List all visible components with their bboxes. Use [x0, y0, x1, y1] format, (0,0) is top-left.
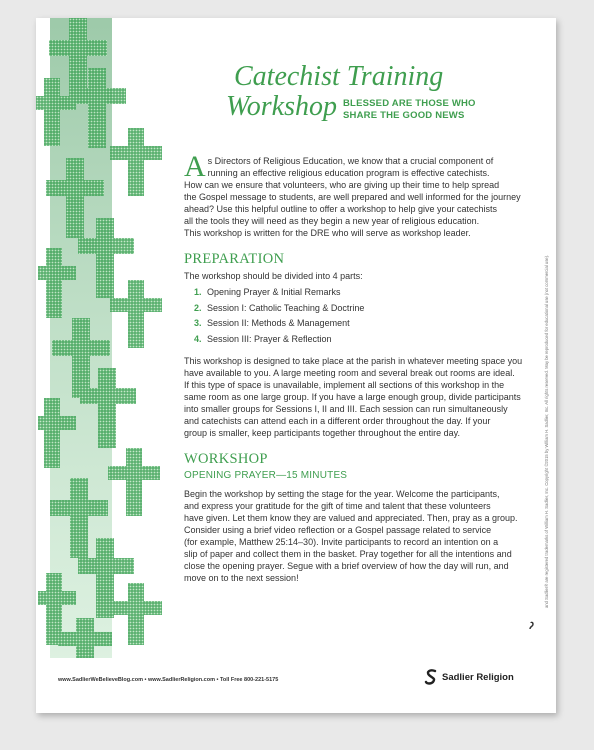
- list-text: Session II: Methods & Management: [207, 318, 350, 328]
- body-line: have given. Let them know they are valued and appreciated. Then, pray as a group.: [184, 512, 518, 523]
- tagline: [343, 98, 476, 122]
- intro-line: the Gospel message to students, are well prepared and well informed for the journey: [184, 192, 521, 202]
- parts-list: [194, 286, 519, 345]
- list-text: Opening Prayer & Initial Remarks: [207, 287, 341, 297]
- main-content: [184, 150, 523, 584]
- body-line: have available to you. A large meeting room and several break out rooms are ideal.: [184, 367, 515, 378]
- opening-prayer-subheading: OPENING PRAYER—15 MINUTES: [184, 469, 348, 481]
- copyright-text: and Sadlier® are registered trademarks of William H. Sadlier, Inc. Copyright ©2015 by William H. Sadlier, Inc. All rights reserved. May be reproduced for educational use (not commercial use).: [544, 254, 549, 608]
- sadlier-logo-icon: [424, 669, 438, 685]
- body-line: same room as one large group. If you have a large enough group, divide participants: [184, 391, 521, 402]
- intro-line: ahead? Use this helpful outline to offer a workshop to help give your catechists: [184, 204, 498, 214]
- intro-paragraph: [184, 150, 521, 239]
- list-item: [194, 317, 519, 329]
- list-item: [194, 333, 519, 345]
- preparation-body: [184, 355, 523, 439]
- body-line: (for example, Matthew 25:14–30). Invite participants to record an intention on a: [184, 536, 499, 547]
- list-number: 2.: [194, 302, 202, 313]
- body-line: This workshop is designed to take place at the parish in whatever meeting space you: [184, 355, 523, 366]
- intro-line: running an effective religious education program is effective catechists.: [207, 168, 490, 178]
- list-number: 4.: [194, 333, 202, 344]
- list-text: Session I: Catholic Teaching & Doctrine: [207, 302, 365, 313]
- body-line: close the opening prayer. Segue with a brief overview of how the day will run, and: [184, 560, 509, 571]
- footer-contact: www.SadlierWeBelieveBlog.com • www.SadlierReligion.com • Toll Free 800-221-5175: [58, 677, 279, 683]
- list-number: 1.: [194, 287, 202, 297]
- tagline-line-1: BLESSED ARE THOSE WHO: [343, 98, 476, 109]
- workshop-body: [184, 488, 519, 584]
- body-line: Begin the workshop by setting the stage for the year. Welcome the participants,: [184, 488, 500, 499]
- body-line: move on to the next session!: [184, 572, 299, 583]
- body-line: If this type of space is unavailable, implement all sections of this workshop in the: [184, 379, 505, 390]
- decorative-crosses: [36, 18, 171, 658]
- body-line: group is smaller, keep participants together throughout the entire day.: [184, 427, 460, 438]
- body-line: slip of paper and collect them in the basket. Pray together for all the intentions and: [184, 548, 512, 559]
- preparation-heading: PREPARATION: [184, 251, 285, 267]
- list-text: Session III: Prayer & Reflection: [207, 333, 332, 344]
- worksheet-page: [36, 18, 556, 713]
- body-line: and express your gratitude for the gift of time and talent that these volunteers: [184, 500, 491, 511]
- intro-line: How can we ensure that volunteers, who are giving up their time to help spread: [184, 180, 500, 190]
- list-item: [194, 286, 519, 298]
- preparation-lead: The workshop should be divided into 4 parts:: [184, 271, 363, 281]
- copyright-vertical-note: [536, 254, 549, 608]
- sadlier-small-mark-icon: [528, 621, 538, 631]
- title-line-1: Catechist Training: [234, 61, 444, 92]
- brand-logo: [424, 668, 514, 686]
- workshop-heading: WORKSHOP: [184, 450, 268, 467]
- intro-line: This workshop is written for the DRE who will serve as workshop leader.: [184, 228, 471, 238]
- intro-line: s Directors of Religious Education, we know that a crucial component of: [207, 156, 494, 166]
- list-item: [194, 302, 519, 314]
- title-line-2: Workshop: [226, 91, 337, 122]
- tagline-line-2: SHARE THE GOOD NEWS: [343, 110, 465, 121]
- body-line: into smaller groups for Sessions I, II and III. Each session can run simultaneously: [184, 403, 508, 414]
- list-number: 3.: [194, 318, 202, 328]
- body-line: and catechists can attend each in a different order throughout the day. If your: [184, 415, 491, 426]
- body-line: Consider using a brief video reflection or a Gospel passage related to service: [184, 524, 492, 535]
- drop-cap: A: [184, 150, 206, 183]
- intro-line: all the tools they will need as they begin a new year of religious education.: [184, 216, 480, 226]
- brand-name: Sadlier Religion: [442, 671, 514, 683]
